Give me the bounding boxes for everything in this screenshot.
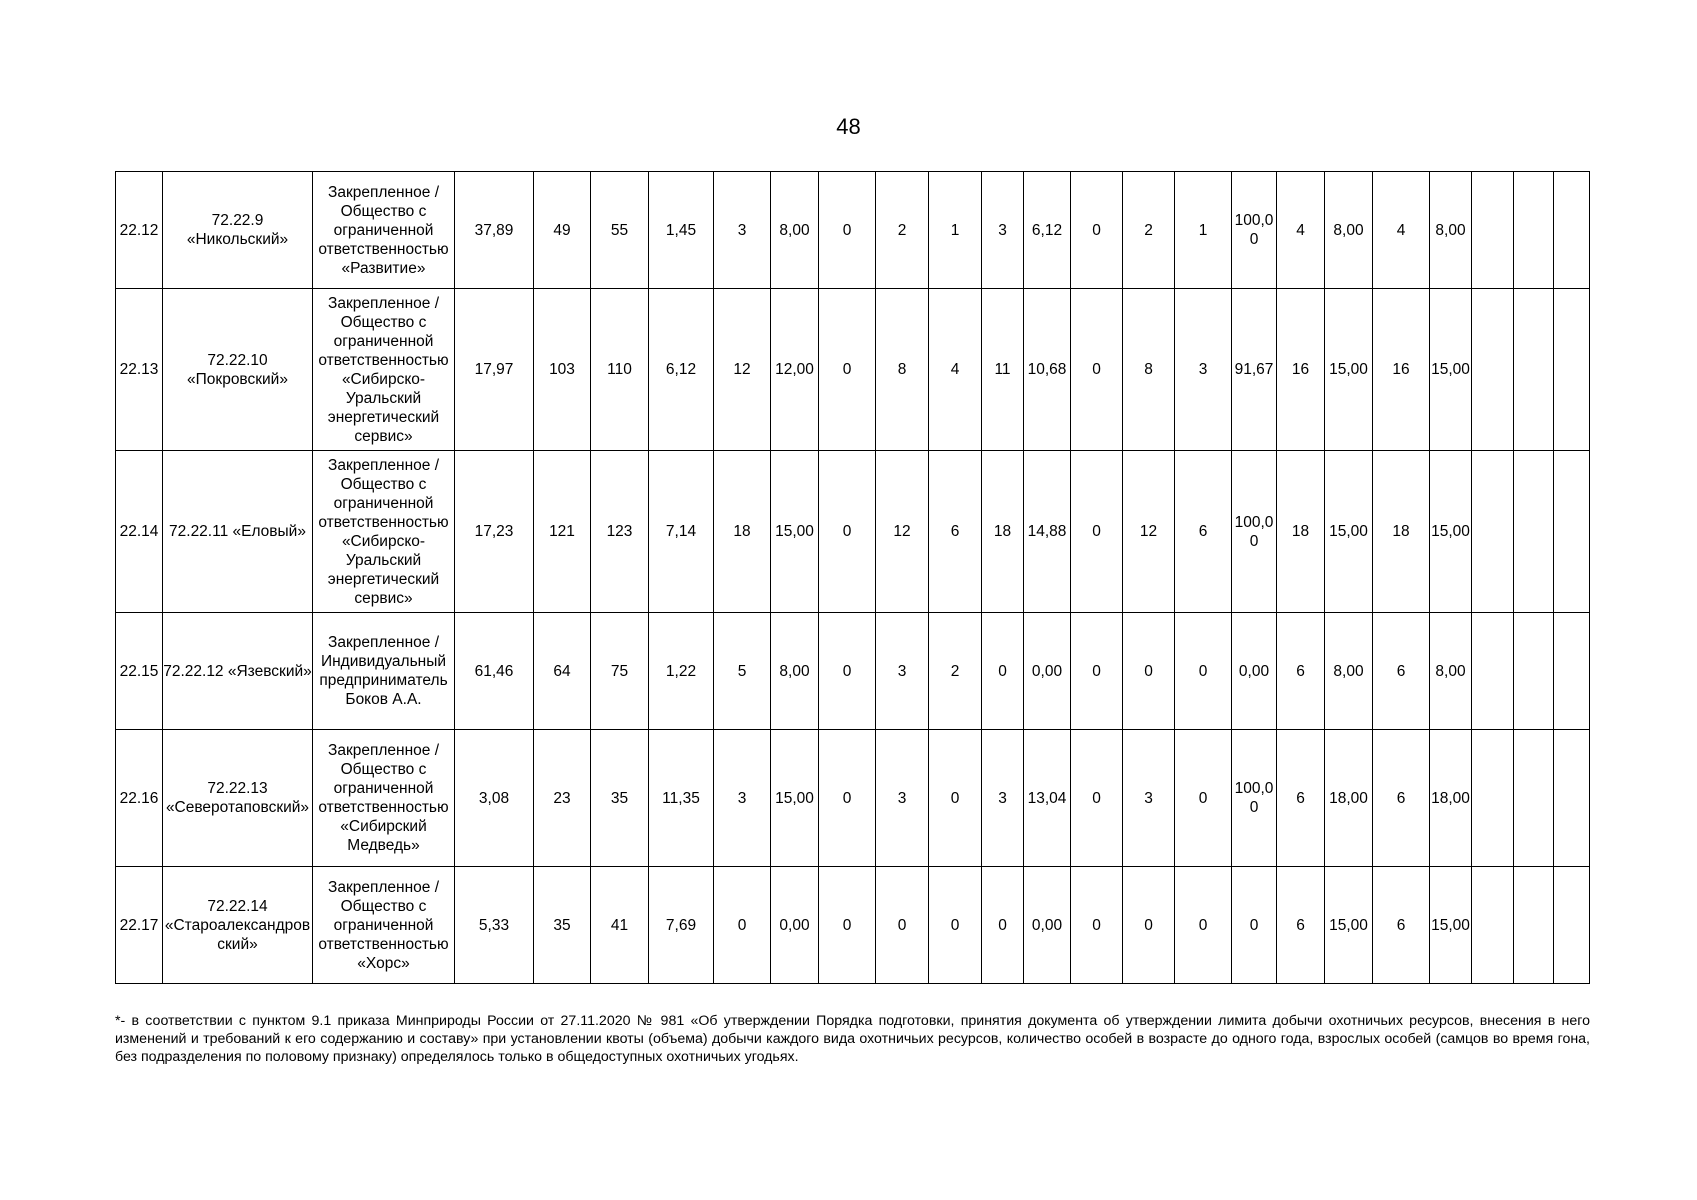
value-cell: 37,89 [455,172,534,289]
value-cell [1554,730,1590,867]
value-cell: 18 [1373,451,1430,613]
value-cell: 0 [982,613,1024,730]
value-cell: 8 [876,289,929,451]
value-cell: 6 [1175,451,1232,613]
value-cell: 3 [982,172,1024,289]
hunting-area-cell: 72.22.13 «Северотаповский» [163,730,313,867]
value-cell: 35 [534,867,591,984]
value-cell: 23 [534,730,591,867]
value-cell [1554,867,1590,984]
value-cell: 18,00 [1325,730,1373,867]
value-cell: 0 [819,172,876,289]
row-number-cell: 22.13 [116,289,163,451]
value-cell: 12,00 [771,289,819,451]
value-cell: 4 [1373,172,1430,289]
value-cell: 3 [982,730,1024,867]
value-cell: 3 [876,730,929,867]
value-cell: 0 [1175,867,1232,984]
row-number-cell: 22.16 [116,730,163,867]
value-cell: 6 [1373,867,1430,984]
value-cell: 15,00 [771,730,819,867]
area-owner-cell: Закрепленное / Индивидуальный предприниматель Боков А.А. [313,613,455,730]
hunting-area-cell: 72.22.12 «Язевский» [163,613,313,730]
value-cell: 3 [1123,730,1175,867]
value-cell: 4 [929,289,982,451]
value-cell: 8,00 [1325,172,1373,289]
value-cell: 17,97 [455,289,534,451]
value-cell: 3 [1175,289,1232,451]
value-cell: 8,00 [1430,613,1472,730]
value-cell: 12 [714,289,771,451]
value-cell [1514,289,1554,451]
value-cell: 11 [982,289,1024,451]
value-cell [1472,172,1514,289]
value-cell: 0 [1071,867,1123,984]
value-cell: 18,00 [1430,730,1472,867]
value-cell: 7,69 [649,867,714,984]
row-number-cell: 22.12 [116,172,163,289]
value-cell [1472,867,1514,984]
value-cell: 41 [591,867,649,984]
value-cell: 18 [1277,451,1325,613]
value-cell: 18 [714,451,771,613]
value-cell: 91,67 [1232,289,1277,451]
value-cell: 100,00 [1232,451,1277,613]
value-cell: 0 [1123,867,1175,984]
value-cell: 2 [929,613,982,730]
value-cell: 15,00 [1325,289,1373,451]
value-cell: 0,00 [1232,613,1277,730]
value-cell: 16 [1373,289,1430,451]
value-cell [1514,867,1554,984]
value-cell [1514,451,1554,613]
value-cell: 0 [819,451,876,613]
value-cell: 3 [714,172,771,289]
value-cell [1554,451,1590,613]
row-number-cell: 22.14 [116,451,163,613]
value-cell [1554,613,1590,730]
value-cell: 14,88 [1024,451,1071,613]
value-cell: 10,68 [1024,289,1071,451]
value-cell: 7,14 [649,451,714,613]
value-cell: 5 [714,613,771,730]
value-cell: 15,00 [1430,451,1472,613]
table-row [116,613,1590,730]
value-cell [1554,172,1590,289]
value-cell: 100,00 [1232,730,1277,867]
footnote: *- в соответствии с пунктом 9.1 приказа Минприроды России от 27.11.2020 № 981 «Об утверждении Порядка подготовки, принятия документа об утверждении лимита добычи охотничьих ресурсов, внесения в него изменений и требований к его содержанию и составу» при установлении квоты (объема) добычи каждого вида охотничьих ресурсов, количество особей в возрасте до одного года, взрослых особей (самцов во время гона, без подразделения по половому признаку) определялось только в общедоступных охотничьих угодьях. [115,1013,1590,1065]
value-cell: 8,00 [771,613,819,730]
value-cell: 0 [1232,867,1277,984]
area-owner-cell: Закрепленное / Общество с ограниченной ответственностью «Хорс» [313,867,455,984]
area-owner-cell: Закрепленное / Общество с ограниченной ответственностью «Развитие» [313,172,455,289]
value-cell [1514,172,1554,289]
value-cell: 0 [1175,613,1232,730]
value-cell: 11,35 [649,730,714,867]
value-cell: 15,00 [1430,289,1472,451]
value-cell [1514,613,1554,730]
value-cell: 15,00 [1325,451,1373,613]
hunting-quota-table [115,171,1590,984]
value-cell: 0 [876,867,929,984]
value-cell: 61,46 [455,613,534,730]
table-row [116,867,1590,984]
table-row [116,172,1590,289]
value-cell: 6 [1277,730,1325,867]
value-cell [1554,289,1590,451]
value-cell: 15,00 [1325,867,1373,984]
value-cell: 0 [819,289,876,451]
value-cell: 123 [591,451,649,613]
value-cell: 0 [819,613,876,730]
value-cell [1472,451,1514,613]
value-cell [1472,289,1514,451]
table-row [116,451,1590,613]
value-cell: 2 [1123,172,1175,289]
value-cell: 110 [591,289,649,451]
value-cell: 0 [1071,172,1123,289]
value-cell: 1 [929,172,982,289]
value-cell: 1,45 [649,172,714,289]
hunting-area-cell: 72.22.11 «Еловый» [163,451,313,613]
value-cell: 55 [591,172,649,289]
row-number-cell: 22.17 [116,867,163,984]
value-cell: 103 [534,289,591,451]
value-cell [1472,730,1514,867]
value-cell: 0 [1123,613,1175,730]
row-number-cell: 22.15 [116,613,163,730]
value-cell: 8,00 [771,172,819,289]
value-cell [1514,730,1554,867]
value-cell: 6,12 [1024,172,1071,289]
hunting-area-cell: 72.22.9 «Никольский» [163,172,313,289]
value-cell: 3 [876,613,929,730]
value-cell: 64 [534,613,591,730]
value-cell: 0 [819,730,876,867]
table-row [116,730,1590,867]
value-cell: 0 [1071,289,1123,451]
value-cell: 0 [1071,451,1123,613]
value-cell: 18 [982,451,1024,613]
value-cell: 17,23 [455,451,534,613]
value-cell: 3 [714,730,771,867]
value-cell: 15,00 [771,451,819,613]
value-cell: 6,12 [649,289,714,451]
value-cell: 6 [1277,867,1325,984]
value-cell: 0 [819,867,876,984]
value-cell: 15,00 [1430,867,1472,984]
value-cell: 6 [929,451,982,613]
value-cell: 75 [591,613,649,730]
value-cell: 0 [1071,613,1123,730]
value-cell: 0 [929,867,982,984]
value-cell: 100,00 [1232,172,1277,289]
value-cell: 3,08 [455,730,534,867]
value-cell [1472,613,1514,730]
value-cell: 4 [1277,172,1325,289]
value-cell: 0 [929,730,982,867]
value-cell: 6 [1277,613,1325,730]
area-owner-cell: Закрепленное / Общество с ограниченной ответственностью «Сибирский Медведь» [313,730,455,867]
value-cell: 6 [1373,613,1430,730]
value-cell: 1,22 [649,613,714,730]
value-cell: 35 [591,730,649,867]
value-cell: 8 [1123,289,1175,451]
area-owner-cell: Закрепленное / Общество с ограниченной ответственностью «Сибирско-Уральский энергетический сервис» [313,451,455,613]
value-cell: 0,00 [771,867,819,984]
value-cell: 0 [1175,730,1232,867]
value-cell: 8,00 [1325,613,1373,730]
hunting-area-cell: 72.22.14 «Староалександровский» [163,867,313,984]
page-number: 48 [836,114,861,139]
value-cell: 0 [982,867,1024,984]
value-cell: 121 [534,451,591,613]
value-cell: 0,00 [1024,867,1071,984]
value-cell: 6 [1373,730,1430,867]
value-cell: 8,00 [1430,172,1472,289]
value-cell: 12 [1123,451,1175,613]
value-cell: 1 [1175,172,1232,289]
area-owner-cell: Закрепленное / Общество с ограниченной ответственностью «Сибирско-Уральский энергетический сервис» [313,289,455,451]
value-cell: 5,33 [455,867,534,984]
hunting-area-cell: 72.22.10 «Покровский» [163,289,313,451]
value-cell: 49 [534,172,591,289]
value-cell: 16 [1277,289,1325,451]
table-row [116,289,1590,451]
value-cell: 0,00 [1024,613,1071,730]
value-cell: 13,04 [1024,730,1071,867]
value-cell: 0 [1071,730,1123,867]
value-cell: 0 [714,867,771,984]
value-cell: 12 [876,451,929,613]
value-cell: 2 [876,172,929,289]
